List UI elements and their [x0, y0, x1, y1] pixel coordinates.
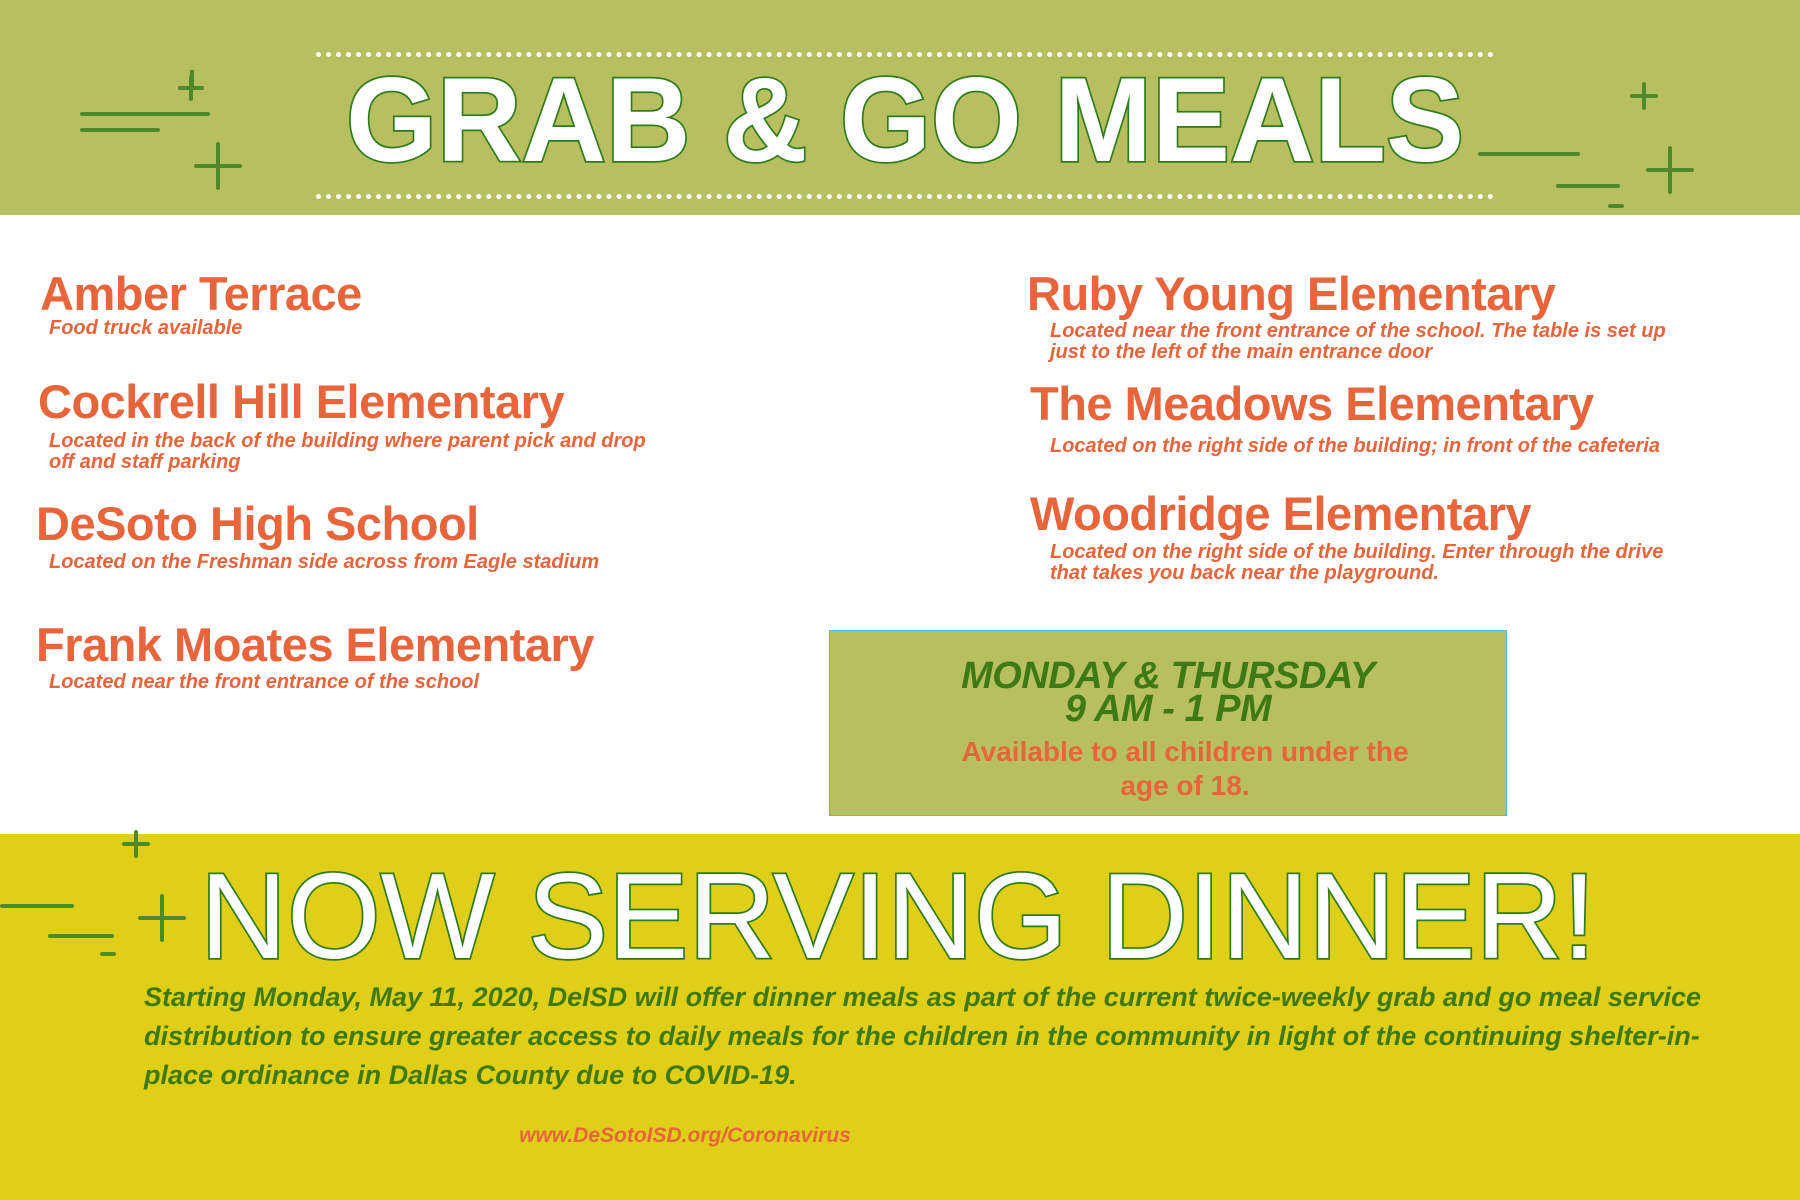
plus-lines-decoration-right [1476, 74, 1702, 214]
school-name: The Meadows Elementary [1030, 377, 1594, 430]
school-name: Woodridge Elementary [1030, 487, 1532, 540]
school-name: DeSoto High School [36, 497, 479, 550]
school-description: Located near the front entrance of the school [49, 671, 480, 693]
school-description: Located on the right side of the building; in front of the cafeteria [1050, 435, 1660, 457]
title-svg [316, 48, 1494, 176]
school-name: Ruby Young Elementary [1027, 267, 1556, 320]
dotted-divider-bottom [316, 194, 1494, 199]
dinner-headline-svg [200, 850, 1600, 970]
dinner-announcement: Starting Monday, May 11, 2020, DeISD will offer dinner meals as part of the current twice-weekly grab and go meal service distribution to ensure greater access to daily meals for the children in the community in light of the continuing shelter-in-place ordinance in Dallas County due to COVID-19. [144, 982, 1702, 1090]
availability-note: Available to all children under the age of 18. [961, 736, 1409, 801]
school-description: Food truck available [49, 317, 243, 339]
website-link[interactable]: www.DeSotoISD.org/Coronavirus [519, 1124, 851, 1147]
schedule-days: MONDAY & THURSDAY [961, 655, 1375, 697]
schedule-hours: 9 AM - 1 PM [1064, 688, 1272, 730]
schedule-box [829, 630, 1507, 816]
dinner-headline: NOW SERVING DINNER! [200, 850, 1596, 970]
page-title: GRAB & GO MEALS [346, 53, 1464, 176]
school-name: Frank Moates Elementary [36, 618, 594, 671]
plus-lines-decoration-bottom [0, 826, 196, 966]
school-name: Cockrell Hill Elementary [38, 375, 565, 428]
school-description: Located on the Freshman side across from Eagle stadium [49, 551, 600, 573]
school-description: Located near the front entrance of the school. The table is set up just to the left of the main entrance door [1050, 320, 1666, 363]
school-name: Amber Terrace [40, 267, 362, 320]
plus-lines-decoration-left [78, 70, 248, 190]
school-description: Located on the right side of the building. Enter through the drive that takes you back near the playground. [1050, 541, 1664, 584]
school-description: Located in the back of the building where parent pick and drop off and staff parking [49, 430, 646, 473]
